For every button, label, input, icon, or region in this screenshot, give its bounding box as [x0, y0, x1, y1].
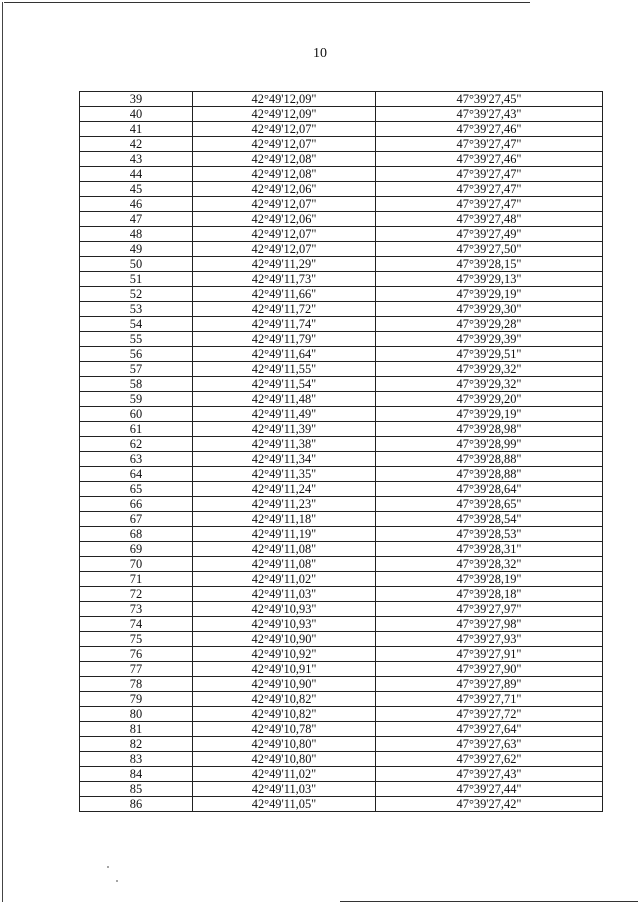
table-row	[80, 422, 603, 437]
point-number-cell: 59	[80, 392, 193, 407]
longitude-cell: 47°39'27,48"	[376, 212, 603, 227]
point-number-cell: 71	[80, 572, 193, 587]
point-number-cell: 50	[80, 257, 193, 272]
table-row	[80, 677, 603, 692]
longitude-cell: 47°39'29,39"	[376, 332, 603, 347]
latitude-cell: 42°49'11,39"	[193, 422, 376, 437]
point-number-cell: 84	[80, 767, 193, 782]
longitude-cell: 47°39'28,54"	[376, 512, 603, 527]
latitude-cell: 42°49'11,38"	[193, 437, 376, 452]
longitude-cell: 47°39'27,50"	[376, 242, 603, 257]
longitude-cell: 47°39'27,44"	[376, 782, 603, 797]
longitude-cell: 47°39'28,98"	[376, 422, 603, 437]
latitude-cell: 42°49'10,78"	[193, 722, 376, 737]
longitude-cell: 47°39'29,32"	[376, 377, 603, 392]
longitude-cell: 47°39'27,71"	[376, 692, 603, 707]
table-row	[80, 572, 603, 587]
point-number-cell: 81	[80, 722, 193, 737]
point-number-cell: 78	[80, 677, 193, 692]
latitude-cell: 42°49'11,55"	[193, 362, 376, 377]
table-row	[80, 362, 603, 377]
longitude-cell: 47°39'27,62"	[376, 752, 603, 767]
table-row	[80, 167, 603, 182]
point-number-cell: 74	[80, 617, 193, 632]
table-row	[80, 752, 603, 767]
table-row	[80, 152, 603, 167]
point-number-cell: 76	[80, 647, 193, 662]
latitude-cell: 42°49'11,66"	[193, 287, 376, 302]
latitude-cell: 42°49'11,72"	[193, 302, 376, 317]
latitude-cell: 42°49'11,05"	[193, 797, 376, 812]
latitude-cell: 42°49'12,07"	[193, 242, 376, 257]
table-row	[80, 347, 603, 362]
longitude-cell: 47°39'29,32"	[376, 362, 603, 377]
point-number-cell: 44	[80, 167, 193, 182]
point-number-cell: 72	[80, 587, 193, 602]
bottom-scan-edge	[340, 901, 638, 902]
latitude-cell: 42°49'11,19"	[193, 527, 376, 542]
table-row	[80, 287, 603, 302]
latitude-cell: 42°49'11,18"	[193, 512, 376, 527]
latitude-cell: 42°49'12,07"	[193, 137, 376, 152]
point-number-cell: 49	[80, 242, 193, 257]
longitude-cell: 47°39'27,97"	[376, 602, 603, 617]
table-row	[80, 617, 603, 632]
point-number-cell: 66	[80, 497, 193, 512]
longitude-cell: 47°39'27,72"	[376, 707, 603, 722]
latitude-cell: 42°49'10,82"	[193, 692, 376, 707]
longitude-cell: 47°39'28,18"	[376, 587, 603, 602]
latitude-cell: 42°49'11,54"	[193, 377, 376, 392]
latitude-cell: 42°49'12,08"	[193, 152, 376, 167]
table-row	[80, 602, 603, 617]
latitude-cell: 42°49'10,93"	[193, 617, 376, 632]
point-number-cell: 68	[80, 527, 193, 542]
latitude-cell: 42°49'10,82"	[193, 707, 376, 722]
latitude-cell: 42°49'11,35"	[193, 467, 376, 482]
point-number-cell: 42	[80, 137, 193, 152]
table-row	[80, 392, 603, 407]
point-number-cell: 48	[80, 227, 193, 242]
longitude-cell: 47°39'28,64"	[376, 482, 603, 497]
longitude-cell: 47°39'28,65"	[376, 497, 603, 512]
table-row	[80, 782, 603, 797]
point-number-cell: 77	[80, 662, 193, 677]
latitude-cell: 42°49'12,09"	[193, 107, 376, 122]
point-number-cell: 67	[80, 512, 193, 527]
point-number-cell: 75	[80, 632, 193, 647]
point-number-cell: 79	[80, 692, 193, 707]
table-row	[80, 632, 603, 647]
point-number-cell: 53	[80, 302, 193, 317]
table-row	[80, 722, 603, 737]
table-row	[80, 587, 603, 602]
table-row	[80, 377, 603, 392]
coordinates-table	[79, 91, 603, 812]
point-number-cell: 54	[80, 317, 193, 332]
point-number-cell: 47	[80, 212, 193, 227]
point-number-cell: 55	[80, 332, 193, 347]
longitude-cell: 47°39'27,47"	[376, 182, 603, 197]
point-number-cell: 80	[80, 707, 193, 722]
scan-speck	[116, 880, 118, 882]
latitude-cell: 42°49'10,80"	[193, 752, 376, 767]
longitude-cell: 47°39'28,15"	[376, 257, 603, 272]
table-row	[80, 212, 603, 227]
scan-speck	[107, 866, 109, 868]
point-number-cell: 60	[80, 407, 193, 422]
table-row	[80, 272, 603, 287]
point-number-cell: 40	[80, 107, 193, 122]
table-row	[80, 497, 603, 512]
longitude-cell: 47°39'27,43"	[376, 107, 603, 122]
point-number-cell: 51	[80, 272, 193, 287]
point-number-cell: 64	[80, 467, 193, 482]
table-row	[80, 767, 603, 782]
point-number-cell: 56	[80, 347, 193, 362]
table-row	[80, 542, 603, 557]
longitude-cell: 47°39'28,32"	[376, 557, 603, 572]
longitude-cell: 47°39'27,46"	[376, 152, 603, 167]
longitude-cell: 47°39'27,47"	[376, 197, 603, 212]
longitude-cell: 47°39'27,46"	[376, 122, 603, 137]
longitude-cell: 47°39'27,89"	[376, 677, 603, 692]
latitude-cell: 42°49'11,73"	[193, 272, 376, 287]
latitude-cell: 42°49'12,09"	[193, 92, 376, 107]
latitude-cell: 42°49'11,79"	[193, 332, 376, 347]
point-number-cell: 70	[80, 557, 193, 572]
longitude-cell: 47°39'27,91"	[376, 647, 603, 662]
table-row	[80, 557, 603, 572]
point-number-cell: 62	[80, 437, 193, 452]
latitude-cell: 42°49'11,03"	[193, 587, 376, 602]
point-number-cell: 86	[80, 797, 193, 812]
table-row	[80, 137, 603, 152]
latitude-cell: 42°49'10,90"	[193, 632, 376, 647]
table-row	[80, 227, 603, 242]
longitude-cell: 47°39'29,19"	[376, 407, 603, 422]
latitude-cell: 42°49'11,29"	[193, 257, 376, 272]
table-row	[80, 797, 603, 812]
point-number-cell: 52	[80, 287, 193, 302]
longitude-cell: 47°39'28,31"	[376, 542, 603, 557]
longitude-cell: 47°39'27,93"	[376, 632, 603, 647]
table-row	[80, 512, 603, 527]
latitude-cell: 42°49'12,07"	[193, 227, 376, 242]
point-number-cell: 85	[80, 782, 193, 797]
point-number-cell: 39	[80, 92, 193, 107]
longitude-cell: 47°39'27,47"	[376, 167, 603, 182]
longitude-cell: 47°39'29,20"	[376, 392, 603, 407]
point-number-cell: 82	[80, 737, 193, 752]
point-number-cell: 69	[80, 542, 193, 557]
point-number-cell: 43	[80, 152, 193, 167]
longitude-cell: 47°39'27,63"	[376, 737, 603, 752]
longitude-cell: 47°39'28,88"	[376, 452, 603, 467]
table-row	[80, 452, 603, 467]
latitude-cell: 42°49'12,07"	[193, 122, 376, 137]
longitude-cell: 47°39'27,43"	[376, 767, 603, 782]
point-number-cell: 83	[80, 752, 193, 767]
left-scan-edge	[2, 2, 3, 902]
longitude-cell: 47°39'27,98"	[376, 617, 603, 632]
coordinates-table-body	[80, 92, 603, 812]
latitude-cell: 42°49'10,93"	[193, 602, 376, 617]
table-row	[80, 197, 603, 212]
point-number-cell: 65	[80, 482, 193, 497]
table-row	[80, 122, 603, 137]
longitude-cell: 47°39'29,28"	[376, 317, 603, 332]
table-row	[80, 107, 603, 122]
latitude-cell: 42°49'11,24"	[193, 482, 376, 497]
longitude-cell: 47°39'28,53"	[376, 527, 603, 542]
top-scan-edge	[4, 2, 530, 3]
latitude-cell: 42°49'10,80"	[193, 737, 376, 752]
latitude-cell: 42°49'11,34"	[193, 452, 376, 467]
table-row	[80, 647, 603, 662]
table-row	[80, 182, 603, 197]
longitude-cell: 47°39'28,19"	[376, 572, 603, 587]
longitude-cell: 47°39'27,90"	[376, 662, 603, 677]
point-number-cell: 58	[80, 377, 193, 392]
longitude-cell: 47°39'28,99"	[376, 437, 603, 452]
latitude-cell: 42°49'10,90"	[193, 677, 376, 692]
longitude-cell: 47°39'27,45"	[376, 92, 603, 107]
latitude-cell: 42°49'11,23"	[193, 497, 376, 512]
table-row	[80, 92, 603, 107]
point-number-cell: 41	[80, 122, 193, 137]
longitude-cell: 47°39'27,47"	[376, 137, 603, 152]
latitude-cell: 42°49'11,02"	[193, 572, 376, 587]
table-row	[80, 302, 603, 317]
latitude-cell: 42°49'11,64"	[193, 347, 376, 362]
latitude-cell: 42°49'11,49"	[193, 407, 376, 422]
longitude-cell: 47°39'28,88"	[376, 467, 603, 482]
table-row	[80, 662, 603, 677]
table-row	[80, 407, 603, 422]
longitude-cell: 47°39'27,49"	[376, 227, 603, 242]
table-row	[80, 467, 603, 482]
latitude-cell: 42°49'11,08"	[193, 542, 376, 557]
point-number-cell: 73	[80, 602, 193, 617]
point-number-cell: 45	[80, 182, 193, 197]
latitude-cell: 42°49'12,06"	[193, 212, 376, 227]
latitude-cell: 42°49'11,48"	[193, 392, 376, 407]
latitude-cell: 42°49'11,08"	[193, 557, 376, 572]
table-row	[80, 242, 603, 257]
latitude-cell: 42°49'12,08"	[193, 167, 376, 182]
table-row	[80, 482, 603, 497]
latitude-cell: 42°49'12,07"	[193, 197, 376, 212]
latitude-cell: 42°49'11,03"	[193, 782, 376, 797]
page-number: 10	[313, 46, 327, 61]
table-row	[80, 437, 603, 452]
point-number-cell: 63	[80, 452, 193, 467]
latitude-cell: 42°49'11,74"	[193, 317, 376, 332]
table-row	[80, 317, 603, 332]
table-row	[80, 527, 603, 542]
table-row	[80, 332, 603, 347]
longitude-cell: 47°39'27,64"	[376, 722, 603, 737]
longitude-cell: 47°39'27,42"	[376, 797, 603, 812]
point-number-cell: 57	[80, 362, 193, 377]
longitude-cell: 47°39'29,19"	[376, 287, 603, 302]
longitude-cell: 47°39'29,13"	[376, 272, 603, 287]
latitude-cell: 42°49'10,91"	[193, 662, 376, 677]
table-row	[80, 737, 603, 752]
latitude-cell: 42°49'11,02"	[193, 767, 376, 782]
latitude-cell: 42°49'10,92"	[193, 647, 376, 662]
point-number-cell: 61	[80, 422, 193, 437]
longitude-cell: 47°39'29,30"	[376, 302, 603, 317]
table-row	[80, 692, 603, 707]
point-number-cell: 46	[80, 197, 193, 212]
table-row	[80, 257, 603, 272]
longitude-cell: 47°39'29,51"	[376, 347, 603, 362]
latitude-cell: 42°49'12,06"	[193, 182, 376, 197]
table-row	[80, 707, 603, 722]
